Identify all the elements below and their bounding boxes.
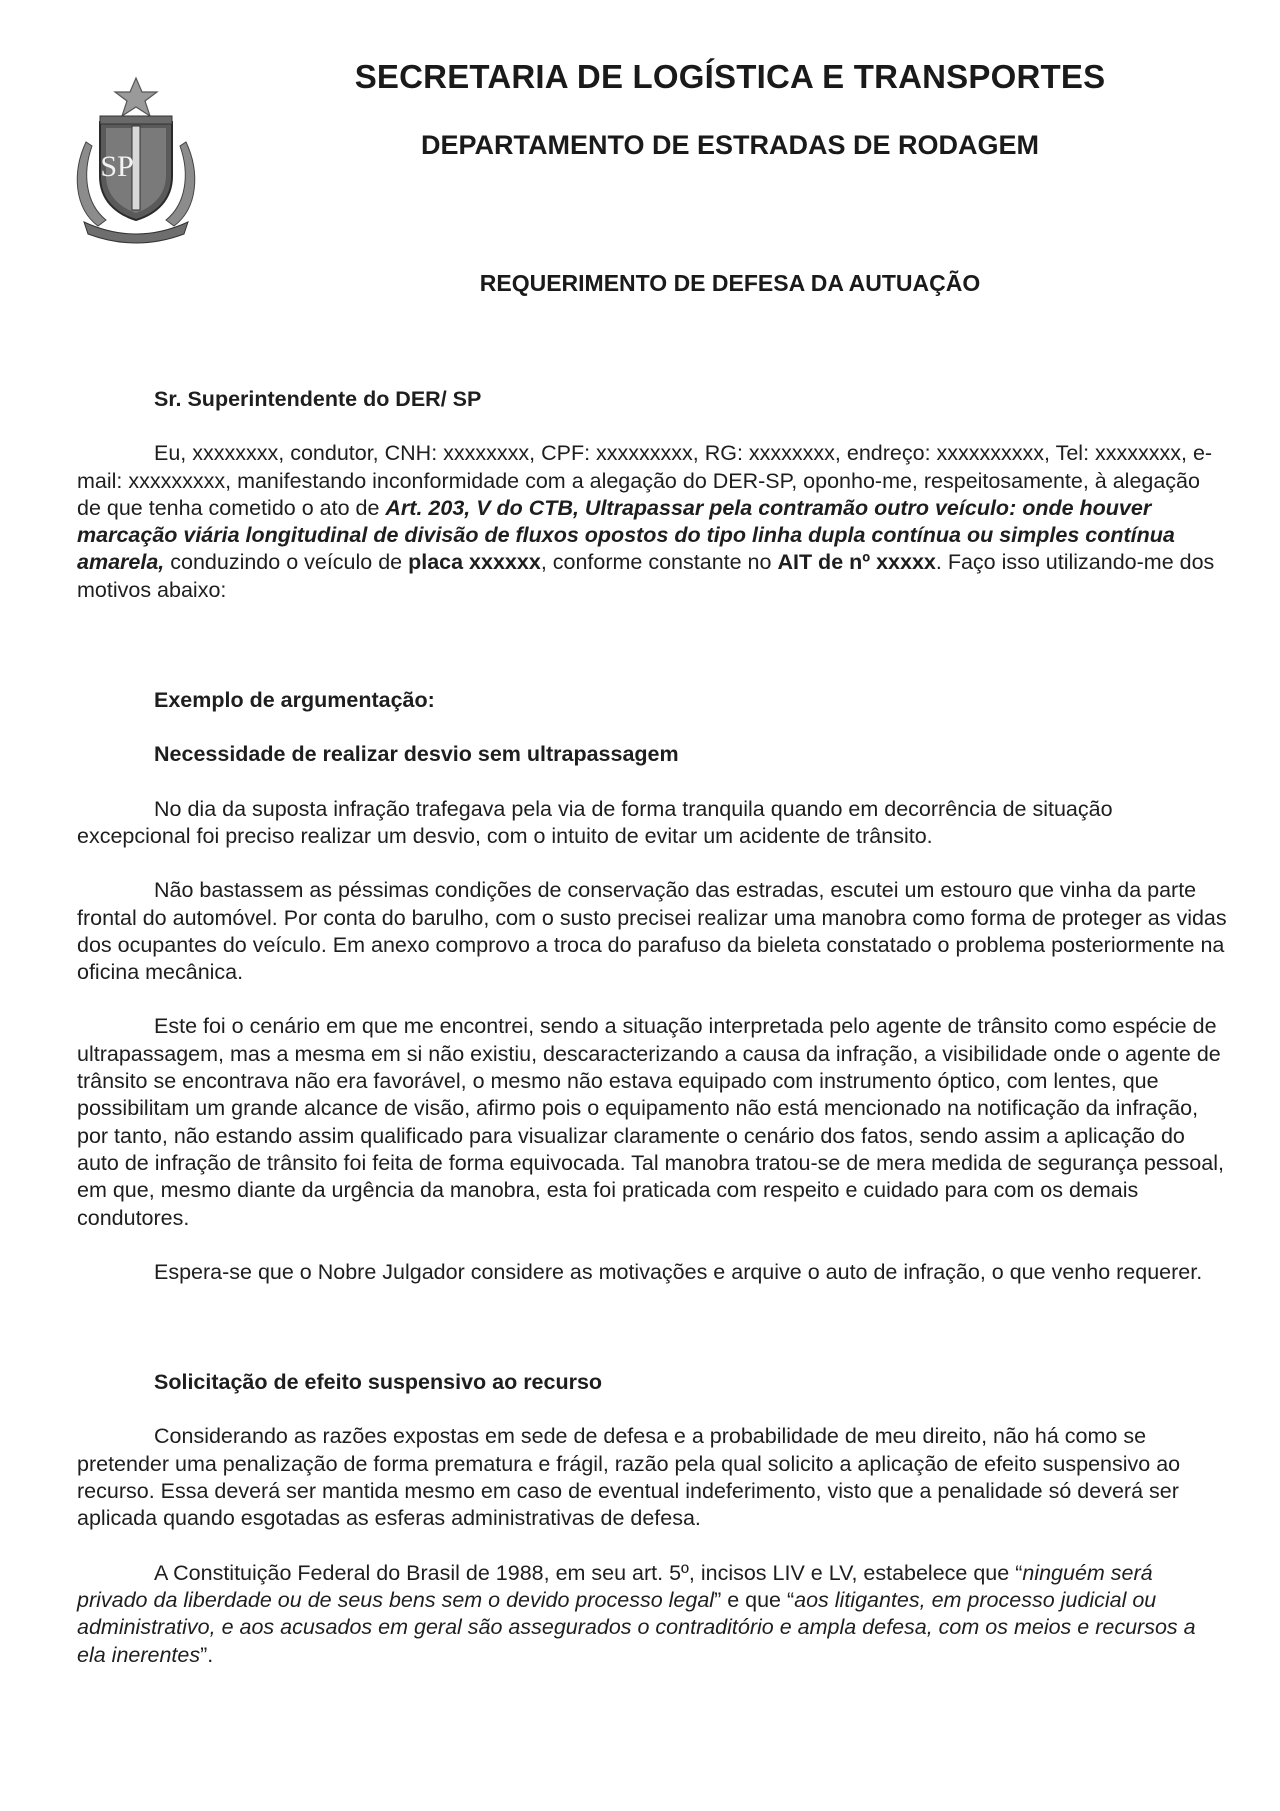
constitution-quote: ninguém será privado da liberdade ou de seus bens sem o devido processo legal bbox=[77, 1560, 1153, 1612]
section1-paragraph: Espera-se que o Nobre Julgador considere as motivações e arquive o auto de infração, o que venho requerer. bbox=[154, 1259, 1203, 1284]
section1-paragraph: No dia da suposta infração trafegava pela via de forma tranquila quando em decorrência de situação excepcional foi preciso realizar um desvio, com o intuito de evitar um acidente de trânsito. bbox=[77, 796, 1113, 848]
salutation: Sr. Superintendente do DER/ SP bbox=[154, 387, 482, 411]
document-title: REQUERIMENTO DE DEFESA DA AUTUAÇÃO bbox=[479, 270, 981, 296]
intro-paragraph: Eu, xxxxxxxx, condutor, CNH: xxxxxxxx, CPF: xxxxxxxxx, RG: xxxxxxxx, endreço: xxxxxxxxxx, Tel: xxxxxxxx, e-mail: xxxxxxxxx, manifestando inconformidade com a alegação do DER-SP, oponho-me, respeitosamente, à alegação de que tenha cometido o ato de Art. 203, V do CTB, Ultrapassar pela contramão outro veículo: onde houver marcação viária longitudinal de divisão de fluxos opostos do tipo linha dupla contínua ou simples contínua amarela, conduzindo o veículo de placa xxxxxx, conforme constante no AIT de nº xxxxx. Faço isso utilizando-me dos motivos abaixo: bbox=[77, 441, 1215, 602]
document-body bbox=[77, 386, 1227, 1669]
vehicle-plate: placa xxxxxx bbox=[408, 550, 541, 575]
constitution-quote: aos litigantes, em processo judicial ou administrativo, e aos acusados em geral são assegurados o contraditório e ampla defesa, com os meios e recursos a ela inerentes bbox=[77, 1587, 1196, 1667]
example-heading: Exemplo de argumentação: bbox=[154, 688, 435, 713]
section2-paragraph: Considerando as razões expostas em sede de defesa e a probabilidade de meu direito, não há como se pretender uma penalização de forma prematura e frágil, razão pela qual solicito a aplicação de efeito suspensivo ao recurso. Essa deverá ser mantida mesmo em caso de eventual indeferimento, visto que a penalidade só deverá ser aplicada quando esgotadas as esferas administrativas de defesa. bbox=[77, 1424, 1181, 1531]
section1-paragraph: Não bastassem as péssimas condições de conservação das estradas, escutei um estouro que vinha da parte frontal do automóvel. Por conta do barulho, com o susto precisei realizar uma manobra como forma de proteger as vidas dos ocupantes do veículo. Em anexo comprovo a troca do parafuso da bieleta constatado o problema posteriormente na oficina mecânica. bbox=[77, 878, 1227, 985]
section1-heading: Necessidade de realizar desvio sem ultrapassagem bbox=[154, 742, 679, 767]
infraction-description: Art. 203, V do CTB, Ultrapassar pela contramão outro veículo: onde houver marcação viária longitudinal de divisão de fluxos opostos do tipo linha dupla contínua ou simples contínua amarela, bbox=[77, 495, 1175, 575]
secretaria-heading: SECRETARIA DE LOGÍSTICA E TRANSPORTES bbox=[354, 58, 1106, 95]
crest-letters: SP bbox=[100, 150, 134, 183]
constitution-paragraph: A Constituição Federal do Brasil de 1988, em seu art. 5º, incisos LIV e LV, estabelece que “ninguém será privado da liberdade ou de seus bens sem o devido processo legal” e que “aos litigantes, em processo judicial ou administrativo, e aos acusados em geral são assegurados o contraditório e ampla defesa, com os meios e recursos a ela inerentes”. bbox=[77, 1560, 1196, 1667]
section2-heading: Solicitação de efeito suspensivo ao recurso bbox=[154, 1370, 603, 1395]
sao-paulo-coat-of-arms-icon bbox=[70, 76, 202, 244]
ait-number: AIT de nº xxxxx bbox=[777, 550, 936, 575]
section1-paragraph: Este foi o cenário em que me encontrei, sendo a situação interpretada pelo agente de trânsito como espécie de ultrapassagem, mas a mesma em si não existiu, descaracterizando a causa da infração, a visibilidade onde o agente de trânsito se encontrava não era favorável, o mesmo não estava equipado com instrumento óptico, com lentes, que possibilitam um grande alcance de visão, afirmo pois o equipamento não está mencionado na notificação da infração, por tanto, não estando assim qualificado para visualizar claramente o cenário dos fatos, sendo assim a aplicação do auto de infração de trânsito foi feita de forma equivocada. Tal manobra tratou-se de mera medida de segurança pessoal, em que, mesmo diante da urgência da manobra, esta foi praticada com respeito e cuidado para com os demais condutores. bbox=[77, 1014, 1224, 1230]
departamento-heading: DEPARTAMENTO DE ESTRADAS DE RODAGEM bbox=[420, 130, 1040, 160]
